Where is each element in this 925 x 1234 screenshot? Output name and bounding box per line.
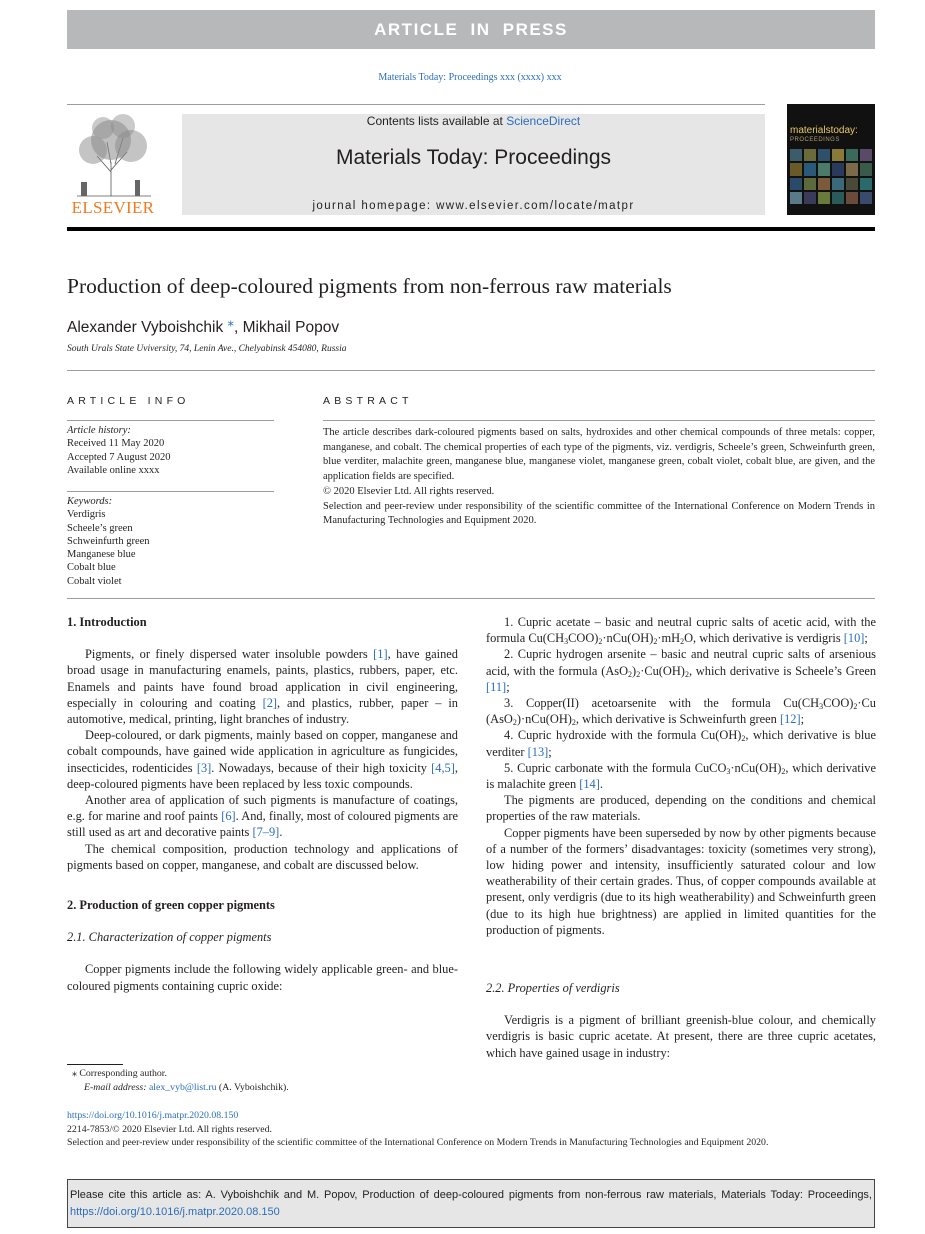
left-column <box>67 614 458 994</box>
list-item: 3. Copper(II) acetoarsenite with the formula $Cu(CH_3COO)_2\cdot Cu$ $(AsO_2)\cdot nCu(OH)_2$, which derivative is Schweinfurth green [12]; <box>486 696 876 728</box>
article-info-heading: ARTICLE INFO <box>67 395 190 407</box>
citation-link[interactable]: [4,5] <box>431 760 455 775</box>
abstract-heading: ABSTRACT <box>323 395 413 407</box>
footnote: ⁎ Corresponding author. E-mail address: alex_vyb@list.ru (A. Vyboishchik). <box>72 1068 289 1093</box>
corresponding-author-mark[interactable]: ⁎ <box>227 314 234 329</box>
citation-link[interactable]: [12] <box>779 712 801 727</box>
author-name: , Mikhail Popov <box>234 319 340 337</box>
divider <box>67 370 875 371</box>
citation-link[interactable]: [14] <box>579 777 600 792</box>
citation-link[interactable]: [13] <box>527 744 549 759</box>
article-in-press-banner: ARTICLE IN PRESS <box>67 10 875 49</box>
page-footer <box>67 1109 875 1150</box>
keyword: Verdigris <box>67 509 106 521</box>
journal-homepage[interactable]: journal homepage: www.elsevier.com/locate/matpr <box>312 200 635 212</box>
author-name: Alexander Vyboishchik <box>67 319 224 337</box>
contents-line <box>182 114 765 128</box>
section-heading: 2. Production of green copper pigments <box>67 898 275 913</box>
paragraph: Deep-coloured, or dark pigments, mainly based on copper, manganese and cobalt compounds, have gained wide application in agriculture as fungicides, insecticides, rodenticides [3]. Nowadays, because of their high toxicity [4,5], deep-coloured pigments have been replaced by less toxic compounds. <box>67 728 458 791</box>
subsection-heading: 2.1. Characterization of copper pigments <box>67 930 272 945</box>
citation-link[interactable]: [10] <box>843 631 865 646</box>
author-list <box>67 314 339 337</box>
list-item: 4. Cupric hydroxide with the formula $Cu(OH)_2$, which derivative is blue verditer [13]; <box>486 728 876 759</box>
footnote-rule <box>67 1064 123 1065</box>
abstract-text: The article describes dark-coloured pigments based on salts, hydroxides and other chemical compounds of three metals: copper, manganese, and cobalt. The chemical properties of each type of the pigments, viz. verdigris, Scheele’s green, Schweinfurth green, blue verditer, malachite green, manganese blue, manganese violet, manganese green, cobalt violet, cobalt blue, are given, and the application fields are specified. <box>323 427 875 483</box>
citation-link[interactable]: [2] <box>262 695 278 710</box>
abstract-peer-review: Selection and peer-review under responsibility of the scientific committee of the International Conference on Modern Trends in Manufacturing Technologies and Equipment 2020. <box>323 500 875 527</box>
citation-link[interactable]: [7–9] <box>252 825 280 840</box>
journal-name: Materials Today: Proceedings <box>335 146 612 169</box>
accepted-date: Accepted 7 August 2020 <box>67 451 171 463</box>
paragraph: Verdigris is a pigment of brilliant greenish-blue colour, and chemically verdigris is basic cupric acetate. At present, there are three cupric acetates, which have gained usage in industry: <box>486 1013 876 1060</box>
keywords-label: Keywords: <box>67 496 113 507</box>
citation-link[interactable]: [3] <box>196 760 212 775</box>
citation-link[interactable]: [6] <box>221 809 236 824</box>
article-history <box>67 424 274 477</box>
cover-title: materialstoday: <box>790 125 858 136</box>
citation-doi-link[interactable]: https://doi.org/10.1016/j.matpr.2020.08.150 <box>70 1205 280 1218</box>
keyword: Scheele’s green <box>67 522 133 534</box>
divider <box>67 491 274 492</box>
abstract-copyright: © 2020 Elsevier Ltd. All rights reserved. <box>323 485 495 497</box>
received-date: Received 11 May 2020 <box>67 438 165 450</box>
doi-link[interactable]: https://doi.org/10.1016/j.matpr.2020.08.150 <box>67 1110 239 1121</box>
peer-review-note: Selection and peer-review under responsibility of the scientific committee of the International Conference on Modern Trends in Manufacturing Technologies and Equipment 2020. <box>67 1137 769 1148</box>
journal-reference[interactable]: Materials Today: Proceedings xxx (xxxx) xxx <box>378 72 562 83</box>
citation-link[interactable]: [11] <box>486 679 507 694</box>
cover-mosaic <box>790 149 872 204</box>
divider <box>323 420 875 421</box>
header-thick-rule <box>67 227 875 231</box>
journal-cover-image <box>787 104 875 215</box>
paragraph: Another area of application of such pigments is manufacture of coatings, e.g. for marine and roof paints [6]. And, finally, most of coloured pigments are still used as art and decorative paints [7–9]. <box>67 793 458 840</box>
paragraph: Copper pigments have been superseded by now by other pigments because of a number of the formers’ disadvantages: toxicity (sometimes very strong), low hiding power and intensity, insufficiently saturated colour and low weatherability of their certain grades. Thus, of copper compounds available at present, only verdigris (due to its high weatherability) and Schweinfurth green (due to its high hue brightness) are applied in limited quantities for the production of pigments. <box>486 825 876 937</box>
contents-prefix: Contents lists available at <box>366 114 507 128</box>
keyword: Schweinfurth green <box>67 535 150 547</box>
issn-line: 2214-7853/© 2020 Elsevier Ltd. All rights reserved. <box>67 1123 272 1135</box>
section-heading: 1. Introduction <box>67 615 147 629</box>
divider <box>67 420 274 421</box>
paragraph: Copper pigments include the following widely applicable green- and blue-coloured pigments containing cupric oxide: <box>67 962 458 993</box>
cover-subtitle: PROCEEDINGS <box>790 137 840 143</box>
affiliation: South Urals State Uviversity, 74, Lenin Ave., Chelyabinsk 454080, Russia <box>67 344 347 354</box>
paragraph: The chemical composition, production technology and applications of pigments based on copper, manganese, and cobalt are discussed below. <box>67 841 458 872</box>
keyword: Cobalt violet <box>67 575 122 587</box>
list-item: 2. Cupric hydrogen arsenite – basic and neutral cupric salts of arsenious acid, with the formula $(AsO_2)_2\cdot Cu(OH)_2$, which derivative is Scheele’s Green [11]; <box>486 647 877 694</box>
email-link[interactable]: alex_vyb@list.ru <box>148 1081 217 1093</box>
citation-box <box>67 1179 875 1228</box>
paragraph: The pigments are produced, depending on the conditions and chemical properties of the raw materials. <box>486 793 876 824</box>
history-label: Article history: <box>67 425 131 436</box>
keyword: Cobalt blue <box>67 562 116 574</box>
corresponding-author-note: Corresponding author. <box>79 1068 167 1079</box>
divider <box>67 598 875 599</box>
header-top-rule <box>67 104 765 105</box>
online-date: Available online xxxx <box>67 464 160 476</box>
citation-text: Please cite this article as: A. Vyboishchik and M. Popov, Production of deep-coloured pigments from non-ferrous raw materials, Materials Today: Proceedings, <box>70 1189 872 1201</box>
abstract-body <box>323 426 875 529</box>
subsection-heading: 2.2. Properties of verdigris <box>486 981 620 996</box>
list-item: 5. Cupric carbonate with the formula $CuCO_3\cdot nCu(OH)_2$, which derivative is malachite green [14]. <box>486 760 876 792</box>
keywords <box>67 495 274 588</box>
paragraph: Pigments, or finely dispersed water insoluble powders [1], have gained broad usage in manufacturing enamels, paints, plastics, rubbers, paper, etc. Enamels and paints have found broad application in civil engineering, especially in colouring and coating [2], and plastics, rubber, paper – in automotive, medical, printing, light branches of industry. <box>67 647 458 727</box>
article-title: Production of deep-coloured pigments from non-ferrous raw materials <box>67 274 672 298</box>
list-item: 1. Cupric acetate – basic and neutral cupric salts of acetic acid, with the formula $Cu(CH_3COO)_2\cdot nCu(OH)_2\cdot mH_2O$, which derivative is verdigris [10]; <box>486 615 876 647</box>
sciencedirect-link[interactable]: ScienceDirect <box>506 114 581 128</box>
right-column <box>486 614 876 1061</box>
keyword: Manganese blue <box>67 549 136 561</box>
elsevier-wordmark: ELSEVIER <box>71 198 155 217</box>
citation-link[interactable]: [1] <box>373 647 388 662</box>
